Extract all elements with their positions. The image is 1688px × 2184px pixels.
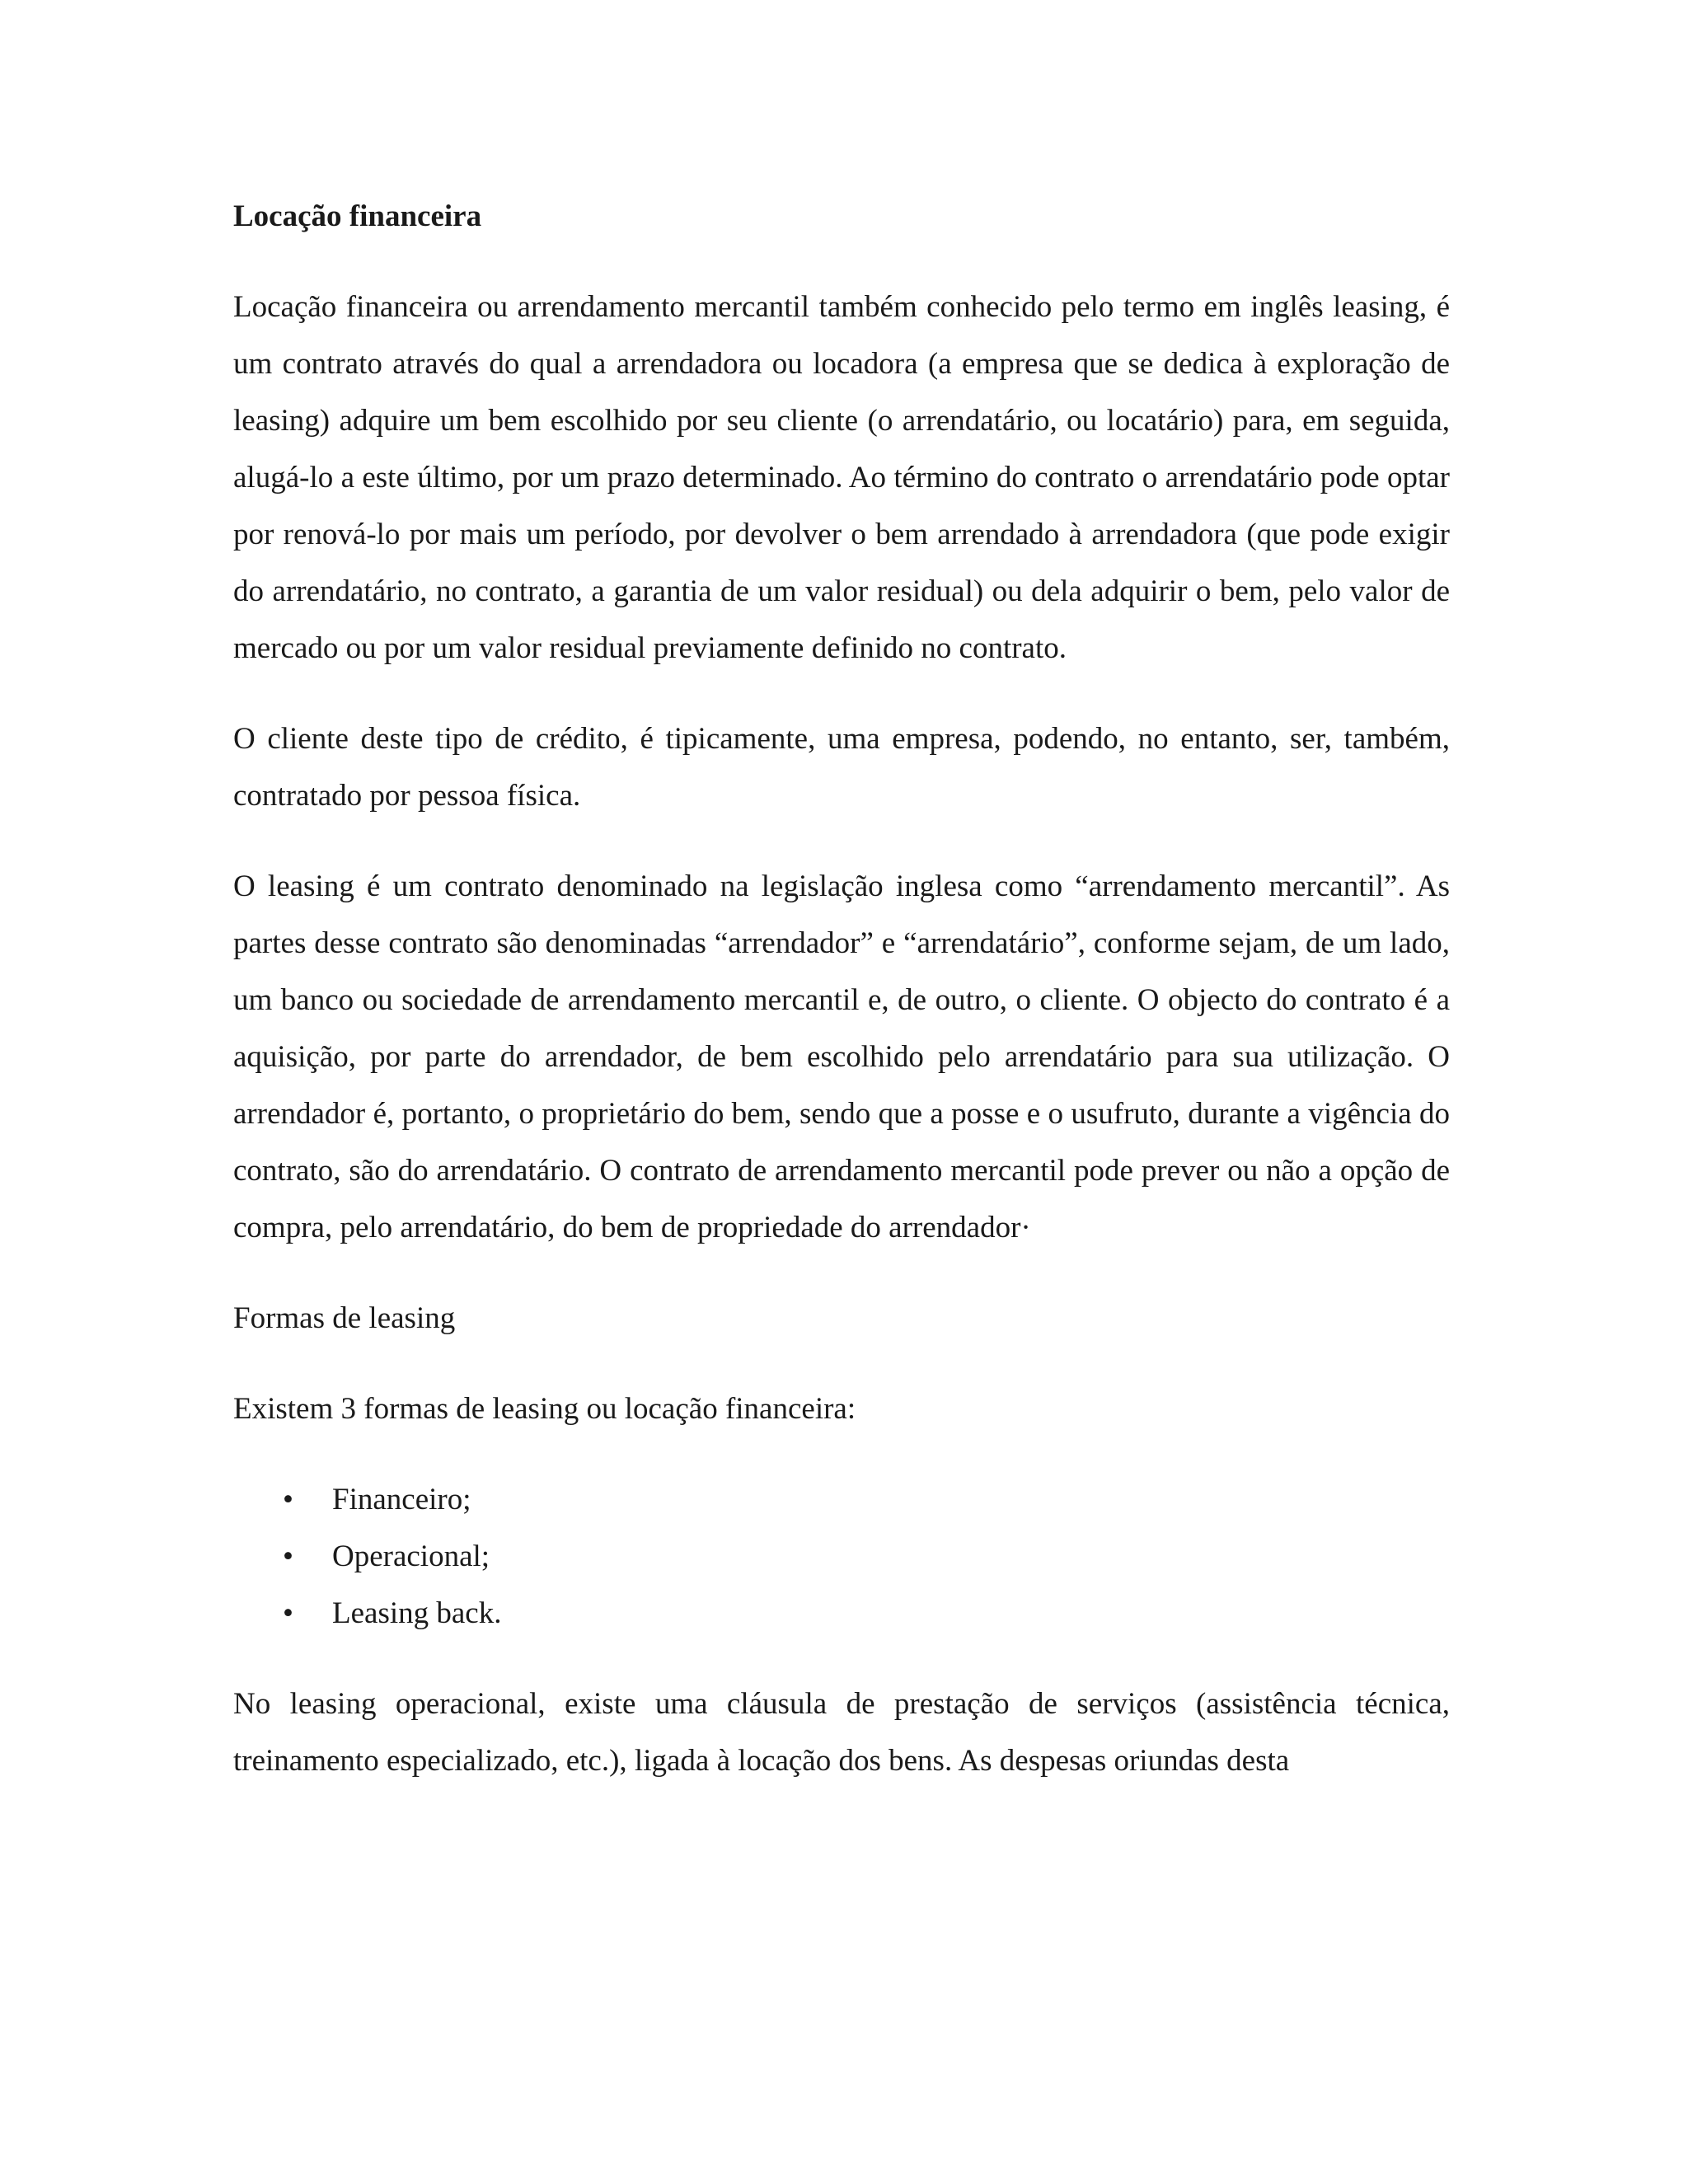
document-title: Locação financeira bbox=[233, 199, 482, 233]
list-item-label: Operacional; bbox=[332, 1540, 490, 1573]
paragraph-definition: Locação financeira ou arrendamento mercantil também conhecido pelo termo em inglês leasing, é um contrato através do qual a arrendadora ou locadora (a empresa que se dedica à exploração de leasing) adquire um bem escolhido por seu cliente (o arrendatário, ou locatário) para, em seguida, alugá-lo a este último, por um prazo determinado. Ao término do contrato o arrendatário pode optar por renová-lo por mais um período, por devolver o bem arrendado à arrendadora (que pode exigir do arrendatário, no contrato, a garantia de um valor residual) ou dela adquirir o bem, pelo valor de mercado ou por um valor residual previamente definido no contrato. bbox=[233, 290, 1450, 665]
bullet-icon: • bbox=[283, 1596, 293, 1630]
paragraph-client: O cliente deste tipo de crédito, é tipicamente, uma empresa, podendo, no entanto, ser, também, contratado por pessoa física. bbox=[233, 722, 1450, 813]
list-item bbox=[233, 1528, 1450, 1585]
leasing-forms-list bbox=[233, 1471, 1450, 1642]
list-item bbox=[233, 1585, 1450, 1642]
paragraph-operational: No leasing operacional, existe uma cláusula de prestação de serviços (assistência técnica, treinamento especializado, etc.), ligada à locação dos bens. As despesas oriundas desta bbox=[233, 1687, 1450, 1778]
list-intro: Existem 3 formas de leasing ou locação financeira: bbox=[233, 1392, 856, 1426]
bullet-icon: • bbox=[283, 1483, 293, 1516]
bullet-icon: • bbox=[283, 1540, 293, 1573]
list-item bbox=[233, 1471, 1450, 1528]
document-page bbox=[233, 188, 1450, 1823]
section-title: Formas de leasing bbox=[233, 1301, 456, 1335]
list-item-label: Leasing back. bbox=[332, 1596, 502, 1630]
paragraph-contract: O leasing é um contrato denominado na legislação inglesa como “arrendamento mercantil”. As partes desse contrato são denominadas “arrendador” e “arrendatário”, conforme sejam, de um lado, um banco ou sociedade de arrendamento mercantil e, de outro, o cliente. O objecto do contrato é a aquisição, por parte do arrendador, de bem escolhido pelo arrendatário para sua utilização. O arrendador é, portanto, o proprietário do bem, sendo que a posse e o usufruto, durante a vigência do contrato, são do arrendatário. O contrato de arrendamento mercantil pode prever ou não a opção de compra, pelo arrendatário, do bem de propriedade do arrendador· bbox=[233, 869, 1450, 1244]
list-item-label: Financeiro; bbox=[332, 1483, 471, 1516]
